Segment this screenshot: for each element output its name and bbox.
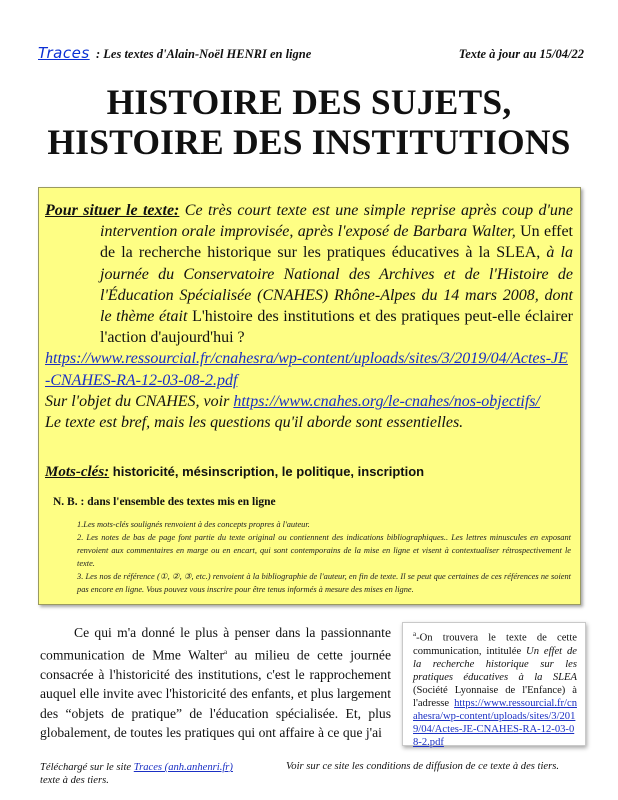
nb-note-1: 1.Les mots-clés soulignés renvoient à des concepts propres à l'auteur.: [77, 520, 310, 529]
margin-note-part-b: (Société Lyonnaise de l'Enfance) à l'adresse: [413, 684, 577, 709]
header-date: Texte à jour au 15/04/22: [458, 47, 584, 61]
margin-note-link[interactable]: https://www.ressourcial.fr/cnahesra/wp-content/uploads/sites/3/2019/04/Actes-JE-CNAHES-RA-12-03-08-2.pdf: [413, 697, 577, 748]
keywords-values: historicité, mésinscription, le politique, inscription: [109, 464, 425, 479]
nb-lead: N. B.: [53, 496, 78, 508]
footer-download-text: Téléchargé sur le site: [40, 762, 134, 773]
context-paragraph: [45, 200, 573, 348]
site-brand[interactable]: Traces: [38, 44, 90, 62]
context-box: [38, 187, 581, 605]
keywords-label: Mots-clés:: [45, 464, 110, 480]
page-header: [38, 42, 584, 66]
margin-note-italic: Un effet de la recherche historique sur les pratiques éducatives à la SLEA: [413, 645, 578, 683]
margin-note-box: [402, 622, 586, 746]
nb-heading: [53, 496, 568, 508]
context-talk-title: Un effet de la recherche historique sur les pratiques éducatives à la SLEA,: [100, 223, 574, 262]
body-part-2: au milieu de cette journée consacrée à l'historicité des institutions, c'est le rapprochement auquel elle invite avec l'historicité des enfants, et plus largement des “objets de pratique” de l'éducation spécialisée. Et, plus globalement, de toutes les pratiques qui ont affaire à ce que j'ai: [40, 647, 391, 741]
cnahes-paragraph: [45, 391, 573, 412]
nb-note-2: 2. Les notes de bas de page font partie du texte original ou contiennent des indications bibliographiques.. Les lettres minuscules en exposant renvoient aux commentaires en marge ou en encart, qui sont contemporains de la mise en ligne et visent à contextualiser rétrospectivement le texte.: [77, 533, 571, 568]
nb-notes: [77, 518, 571, 596]
body-paragraph: [40, 623, 391, 743]
header-author: : Les textes d'Alain-Noël HENRI en ligne: [96, 47, 312, 61]
body-part-1: Ce qui m'a donné le plus à penser dans la passionnante communication de Mme Walter: [40, 625, 391, 663]
nb-text: : dans l'ensemble des textes mis en ligne: [77, 496, 276, 508]
context-event: à la journée du Conservatoire National des Archives et de l'Histoire de l'Éducation Spécialisée (CNAHES) Rhône-Alpes du 14 mars 2008, dont le thème était: [100, 244, 573, 326]
body-text: [40, 623, 391, 743]
margin-note-part-a: -On trouvera le texte de cette communication, intitulée: [413, 632, 577, 657]
brief-paragraph: Le texte est bref, mais les questions qu'il aborde sont essentielles.: [45, 414, 464, 432]
keywords-line: [45, 464, 424, 481]
cnahes-text: Sur l'objet du CNAHES, voir: [45, 392, 234, 410]
title-line-2: HISTOIRE DES INSTITUTIONS: [47, 122, 571, 162]
context-intro: Ce très court texte est une simple reprise après coup d'une intervention orale improvisée, après l'exposé de Barbara Walter,: [100, 202, 573, 241]
footer-site-link[interactable]: Traces (anh.anhenri.fr): [133, 762, 233, 773]
proceedings-link[interactable]: https://www.ressourcial.fr/cnahesra/wp-content/uploads/sites/3/2019/04/Actes-JE-CNAHES-RA-12-03-08-2.pdf: [45, 350, 568, 389]
page-title: [0, 82, 618, 162]
footer-conditions: Voir sur ce site les conditions de diffusion de ce texte à des tiers.: [286, 761, 560, 772]
body-note-marker[interactable]: a: [223, 647, 228, 656]
cnahes-link[interactable]: https://www.cnahes.org/le-cnahes/nos-objectifs/: [233, 392, 540, 410]
footer-download-tail: texte à des tiers.: [40, 775, 109, 786]
margin-note-marker: a: [413, 630, 417, 638]
context-theme: L'histoire des institutions et des pratiques peut-elle éclairer l'action d'aujourd'hui ?: [100, 308, 574, 347]
title-line-1: HISTOIRE DES SUJETS,: [106, 82, 512, 122]
context-section: [45, 200, 573, 433]
margin-note-text: [413, 628, 577, 749]
footer-download: [40, 761, 233, 787]
context-link-paragraph: [45, 348, 573, 390]
nb-note-3: 3. Les nos de référence (①, ②, ③, etc.) renvoient à la bibliographie de l'auteur, en fin de texte. Il se peut que certaines de ces références ne soient pas encore en ligne. Vous pouvez vous inscrire pour être tenus informés à mesure des mises en ligne.: [77, 572, 571, 594]
context-label: Pour situer le texte:: [45, 202, 180, 219]
